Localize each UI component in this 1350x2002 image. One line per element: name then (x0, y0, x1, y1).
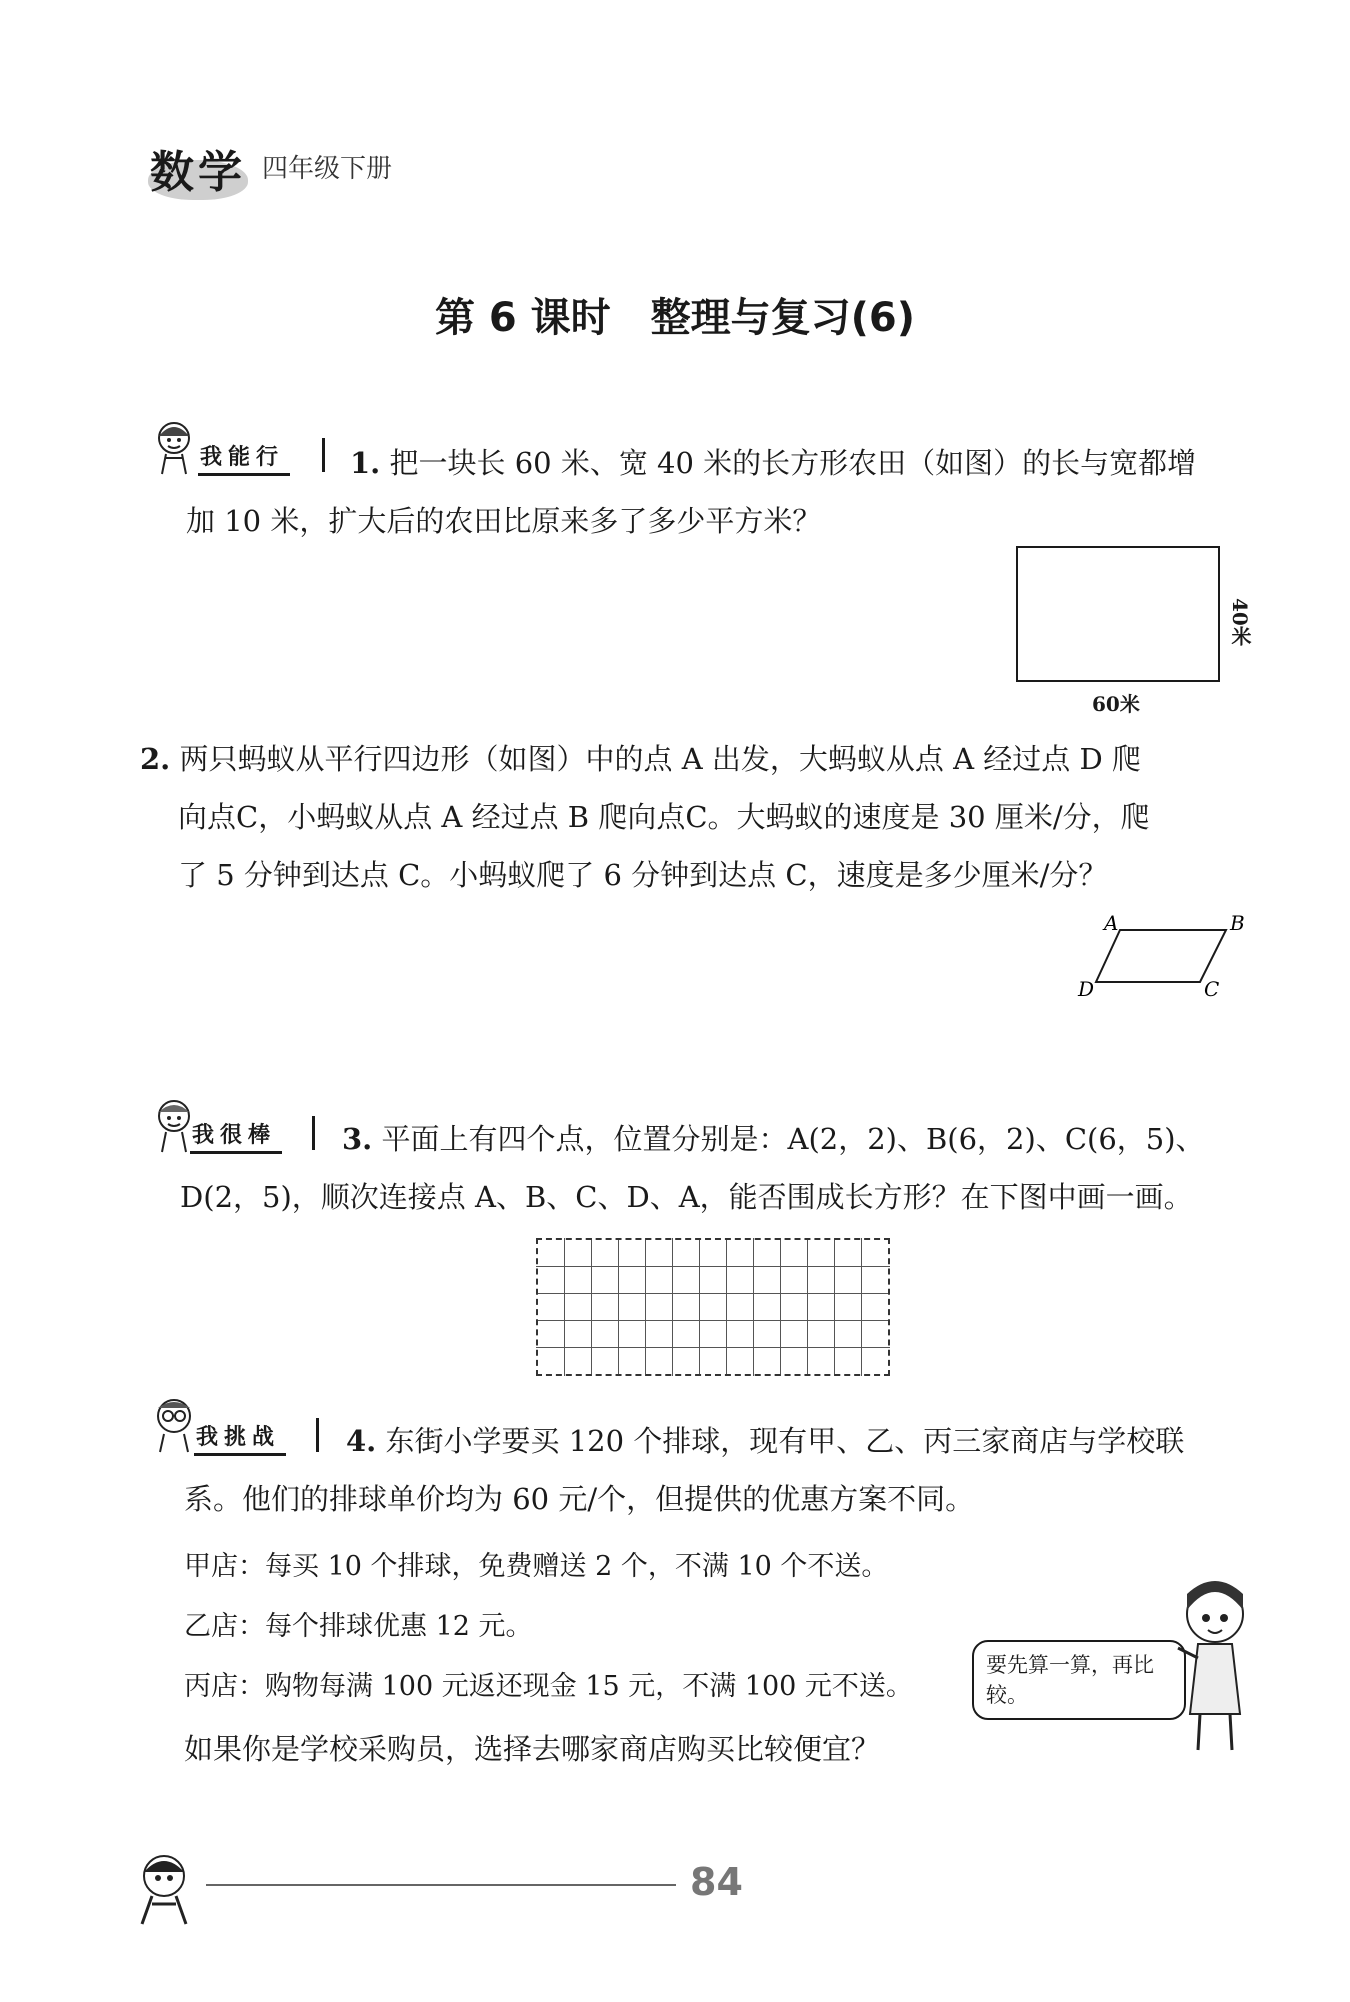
shop-a-offer: 甲店：每买 10 个排球，免费赠送 2 个，不满 10 个不送。 (184, 1551, 889, 1582)
problem-3-line-1: 3. 平面上有四个点，位置分别是：A(2，2)、B(6，2)、C(6，5)、 (342, 1122, 1205, 1156)
parallelogram-figure (1080, 910, 1260, 1000)
badge-divider (322, 438, 325, 472)
vertex-b: B (1230, 911, 1245, 935)
problem-4-number: 4. (346, 1424, 377, 1458)
problem-2-line-3: 了 5 分钟到达点 C。小蚂蚁爬了 6 分钟到达点 C，速度是多少厘米/分？ (178, 858, 1108, 892)
page-number: 84 (690, 1860, 743, 1904)
vertex-d: D (1078, 977, 1095, 1001)
shop-c-offer: 丙店：购物每满 100 元返还现金 15 元，不满 100 元不送。 (184, 1671, 913, 1702)
problem-1-line-2: 加 10 米，扩大后的农田比原来多了多少平方米？ (186, 504, 822, 538)
mascot-icon (148, 418, 200, 478)
problem-4-line-2: 系。他们的排球单价均为 60 元/个，但提供的优惠方案不同。 (184, 1482, 975, 1516)
vertex-a: A (1104, 911, 1119, 935)
badge-divider (316, 1418, 319, 1452)
problem-2-line-1: 2. 两只蚂蚁从平行四边形（如图）中的点 A 出发，大蚂蚁从点 A 经过点 D 爬 (140, 742, 1141, 776)
vertex-c: C (1204, 977, 1220, 1001)
problem-2-number: 2. (140, 742, 171, 776)
problem-2-line-2: 向点C，小蚂蚁从点 A 经过点 B 爬向点C。大蚂蚁的速度是 30 厘米/分，爬 (178, 800, 1150, 834)
badge-divider (312, 1116, 315, 1150)
section-badge-2: 我很棒 (190, 1118, 282, 1154)
farmland-rectangle (1016, 546, 1220, 682)
height-label: 40米 (1228, 598, 1252, 646)
section-badge-3: 我挑战 (194, 1420, 286, 1456)
header-grade: 四年级下册 (262, 154, 393, 184)
problem-3-line-2: D(2，5)，顺次连接点 A、B、C、D、A，能否围成长方形？在下图中画一画。 (180, 1180, 1193, 1214)
header-subject: 数学 (150, 147, 246, 198)
dashed-grid[interactable] (536, 1238, 890, 1376)
section-badge-1: 我能行 (198, 440, 290, 476)
hint-speech-bubble: 要先算一算，再比较。 (972, 1640, 1186, 1720)
problem-4-question: 如果你是学校采购员，选择去哪家商店购买比较便宜？ (184, 1732, 881, 1766)
problem-1-line-1: 1. 把一块长 60 米、宽 40 米的长方形农田（如图）的长与宽都增 (350, 446, 1197, 480)
page-title: 第 6 课时 整理与复习(6) (434, 295, 916, 341)
shop-b-offer: 乙店：每个排球优惠 12 元。 (184, 1611, 533, 1642)
girl-mascot-icon (1170, 1574, 1260, 1754)
mascot-icon (148, 1394, 200, 1454)
footer-rule (206, 1884, 676, 1886)
footer-mascot-icon (132, 1848, 202, 1928)
width-label: 60米 (1092, 692, 1140, 716)
problem-4-line-1: 4. 东街小学要买 120 个排球，现有甲、乙、丙三家商店与学校联 (346, 1424, 1185, 1458)
problem-3-number: 3. (342, 1122, 373, 1156)
problem-1-number: 1. (350, 446, 381, 480)
